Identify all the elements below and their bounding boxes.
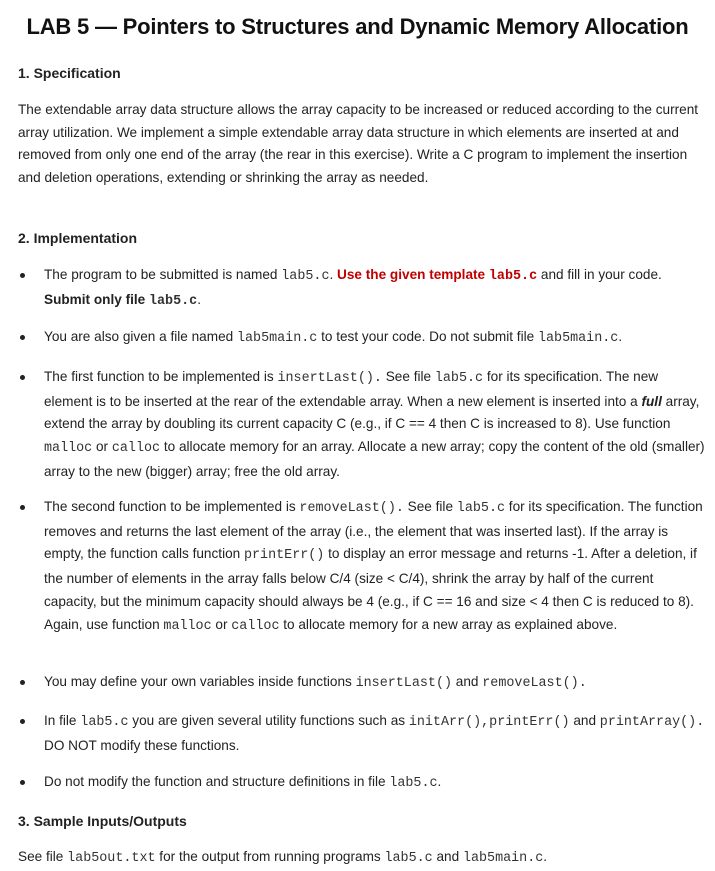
- list-item: [18, 326, 708, 351]
- page-title: LAB 5 — Pointers to Structures and Dynamic Memory Allocation: [26, 14, 689, 39]
- text: for its specification. The new element is to be inserted at the rear of the extendable array. When a new element is inserted into a: [44, 369, 659, 409]
- code-span: lab5.c: [434, 371, 484, 386]
- text: or: [211, 616, 232, 632]
- code-span: printArray().: [599, 715, 705, 730]
- bullet-icon: [20, 375, 25, 380]
- text: to display an error message and returns -1. After a deletion, if the number of elements in the array falls below C/4 (size < C/4), shrink the array by half of the current capacity, but the minimum capacity should always be 4 (e.g., if C == 16 and size < 4 then C is reduced to 8). Again, use function: [44, 546, 697, 632]
- code-span: initArr(),printErr(): [408, 715, 570, 730]
- code-span: lab5.c: [488, 269, 538, 284]
- text: Do not modify the function and structure definitions in file: [44, 774, 390, 789]
- text: .: [437, 774, 442, 789]
- text: .: [543, 849, 548, 864]
- section-heading-implementation: 2. Implementation: [18, 230, 138, 246]
- bullet-icon: [20, 780, 25, 785]
- text: for its specification. The function removes and returns the last element of the array (i.e., the element that was inserted last). If the array is empty, the function calls function: [44, 499, 703, 562]
- text: .: [329, 267, 338, 282]
- text: The program to be submitted is named: [44, 267, 282, 282]
- code-span: calloc: [111, 441, 161, 457]
- text: You may define your own variables inside functions: [44, 674, 356, 689]
- text: .: [197, 291, 201, 307]
- text: See file: [18, 849, 68, 864]
- emphasis-bold: [44, 292, 197, 307]
- text: You are also given a file named: [44, 329, 237, 344]
- text: The first function to be implemented is: [44, 369, 278, 384]
- code-span: lab5.c: [148, 293, 198, 309]
- code-span: lab5.c: [384, 851, 433, 866]
- text: for the output from running programs: [155, 849, 385, 864]
- code-span: malloc: [163, 618, 212, 634]
- text: Use the given template: [337, 267, 489, 282]
- code-span: lab5out.txt: [67, 851, 156, 866]
- code-span: lab5main.c: [462, 851, 544, 866]
- bullet-icon: [20, 719, 25, 724]
- text: and fill in your code.: [537, 267, 662, 282]
- specification-paragraph: The extendable array data structure allows the array capacity to be increased or reduced according to the current array utilization. We implement a simple extendable array data structure in which elements are inserted at and removed from only one end of the array (the rear in this exercise). Write a C program to implement the insertion and deletion operations, extending or shrinking the array as needed.: [18, 102, 699, 186]
- code-span: calloc: [231, 618, 280, 634]
- code-span: printErr(): [243, 548, 325, 564]
- list-item: [18, 496, 708, 638]
- code-span: malloc: [44, 441, 93, 457]
- list-item: [18, 710, 708, 757]
- bullet-icon: [20, 505, 25, 510]
- text: and: [452, 674, 483, 689]
- text: DO NOT modify these functions.: [44, 737, 240, 753]
- list-item: [18, 771, 708, 796]
- text: .: [618, 329, 623, 344]
- text: Submit only file: [44, 291, 149, 307]
- code-span: lab5.c: [281, 269, 330, 284]
- text: to test your code. Do not submit file: [317, 329, 538, 344]
- text: to allocate memory for a new array as explained above.: [279, 616, 618, 632]
- emphasis-bold-italic: full: [641, 393, 662, 409]
- text: In file: [44, 713, 81, 728]
- text: you are given several utility functions such as: [128, 713, 409, 728]
- bullet-icon: [20, 680, 25, 685]
- code-span: lab5main.c: [537, 331, 619, 346]
- code-span: removeLast().: [482, 676, 587, 691]
- text: and: [569, 713, 600, 728]
- list-item: [18, 264, 708, 313]
- text: array, extend the array by doubling its current capacity C (e.g., if C == 4 then C is increased to 8). Use function: [44, 393, 700, 432]
- code-span: lab5.c: [456, 501, 506, 516]
- text: See file: [381, 369, 435, 384]
- section-heading-specification: 1. Specification: [18, 65, 121, 81]
- code-span: lab5.c: [389, 776, 438, 791]
- text: and: [432, 849, 463, 864]
- section-heading-sample-io: 3. Sample Inputs/Outputs: [18, 813, 187, 829]
- list-item: [18, 366, 708, 484]
- code-span: insertLast().: [277, 371, 382, 386]
- code-span: lab5.c: [80, 715, 129, 730]
- bullet-icon: [20, 273, 25, 278]
- text: See file: [403, 499, 457, 514]
- text: The second function to be implemented is: [44, 499, 300, 514]
- text: or: [92, 439, 112, 455]
- code-span: insertLast(): [355, 676, 453, 691]
- code-span: removeLast().: [299, 501, 404, 516]
- bullet-icon: [20, 335, 25, 340]
- code-span: lab5main.c: [236, 331, 318, 346]
- emphasis-red: [337, 267, 537, 282]
- list-item: [18, 671, 708, 696]
- text: to allocate memory for an array. Allocate a new array; copy the content of the old (smaller) array to the new (bigger) array; free the old array.: [44, 439, 705, 479]
